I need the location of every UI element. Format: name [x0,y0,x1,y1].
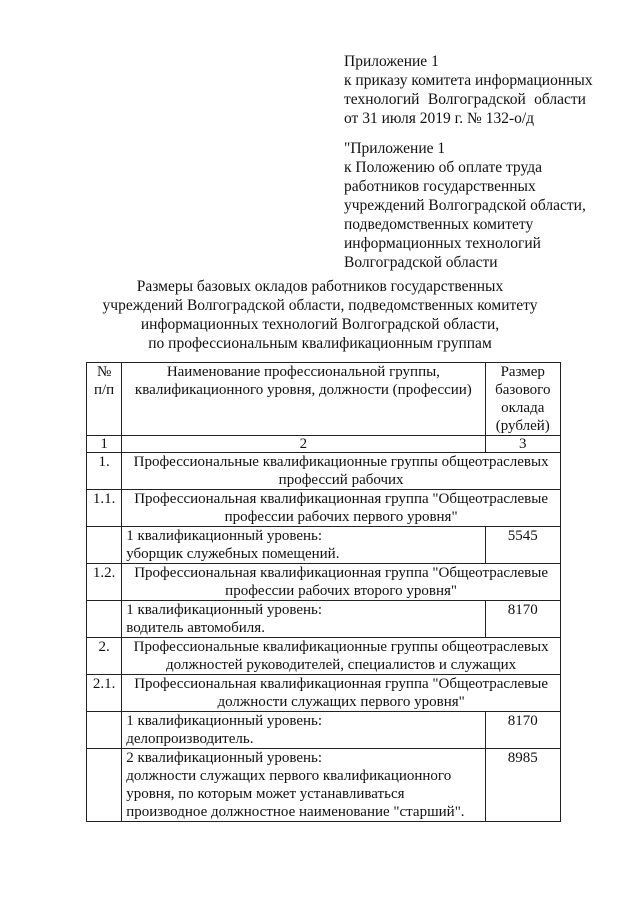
header-name-cell: Наименование профессиональной группы, квалификационного уровня, должности (профессии) [122,363,485,436]
appendix-line: информационных технологий [344,235,541,252]
column-number: 3 [485,436,560,453]
row-number: 2.1. [87,675,122,712]
row-number [87,527,122,564]
header-salary-cell: Размер базового оклада (рублей) [485,363,560,436]
salary-table [86,362,561,822]
qualification-level: 1 квалификационный уровень: делопроизводитель. [122,712,485,749]
table-row [87,601,561,638]
table-row [87,638,561,675]
group-name: Профессиональные квалификационные группы общеотраслевых должностей руководителей, специалистов и служащих [122,638,561,675]
appendix-line: "Приложение 1 [344,140,446,157]
row-number: 1.2. [87,564,122,601]
row-number: 1. [87,453,122,490]
appendix-line: от 31 июля 2019 г. № 132-о/д [344,110,535,127]
group-name: Профессиональная квалификационная группа "Общеотраслевые профессии рабочих первого уровня" [122,490,561,527]
base-salary: 8170 [485,601,560,638]
base-salary: 8170 [485,712,560,749]
table-row [87,527,561,564]
title-line: по профессиональным квалификационным группам [148,335,492,352]
column-number: 1 [87,436,122,453]
row-number: 2. [87,638,122,675]
title-line: информационных технологий Волгоградской области, [140,316,500,333]
group-name: Профессиональные квалификационные группы общеотраслевых профессий рабочих [122,453,561,490]
row-number [87,749,122,822]
group-name: Профессиональная квалификационная группа "Общеотраслевые должности служащих первого уровня" [122,675,561,712]
qualification-level: 2 квалификационный уровень: должности служащих первого квалификационного уровня, по которым может устанавливаться производное должностное наименование "старший". [122,749,485,822]
table-header-row [87,363,561,436]
qualification-level: 1 квалификационный уровень: водитель автомобиля. [122,601,485,638]
appendix-line: Приложение 1 [344,53,439,70]
appendix-line: к приказу комитета информационных [344,72,593,89]
row-number [87,712,122,749]
appendix-line: технологий Волгоградской области [344,91,586,108]
base-salary: 5545 [485,527,560,564]
table-body [87,453,561,822]
appendix-order-reference [344,52,593,128]
table-row [87,675,561,712]
base-salary: 8985 [485,749,560,822]
table-row [87,490,561,527]
title-line: Размеры базовых окладов работников государственных [136,278,504,295]
row-number: 1.1. [87,490,122,527]
header-number-cell: № п/п [87,363,122,436]
appendix-line: к Положению об оплате труда [344,159,543,176]
row-number [87,601,122,638]
document-title [0,277,640,353]
appendix-line: Волгоградской области [344,254,498,271]
column-number: 2 [122,436,485,453]
table-row [87,712,561,749]
table-row [87,453,561,490]
title-line: учреждений Волгоградской области, подведомственных комитету [102,297,538,314]
column-numbers-row [87,436,561,453]
group-name: Профессиональная квалификационная группа "Общеотраслевые профессии рабочих второго уровня" [122,564,561,601]
qualification-level: 1 квалификационный уровень: уборщик служебных помещений. [122,527,485,564]
appendix-line: работников государственных [344,178,536,195]
appendix-regulation-reference [344,139,586,272]
table-row [87,564,561,601]
appendix-line: учреждений Волгоградской области, [344,197,586,214]
table-row [87,749,561,822]
appendix-line: подведомственных комитету [344,216,534,233]
